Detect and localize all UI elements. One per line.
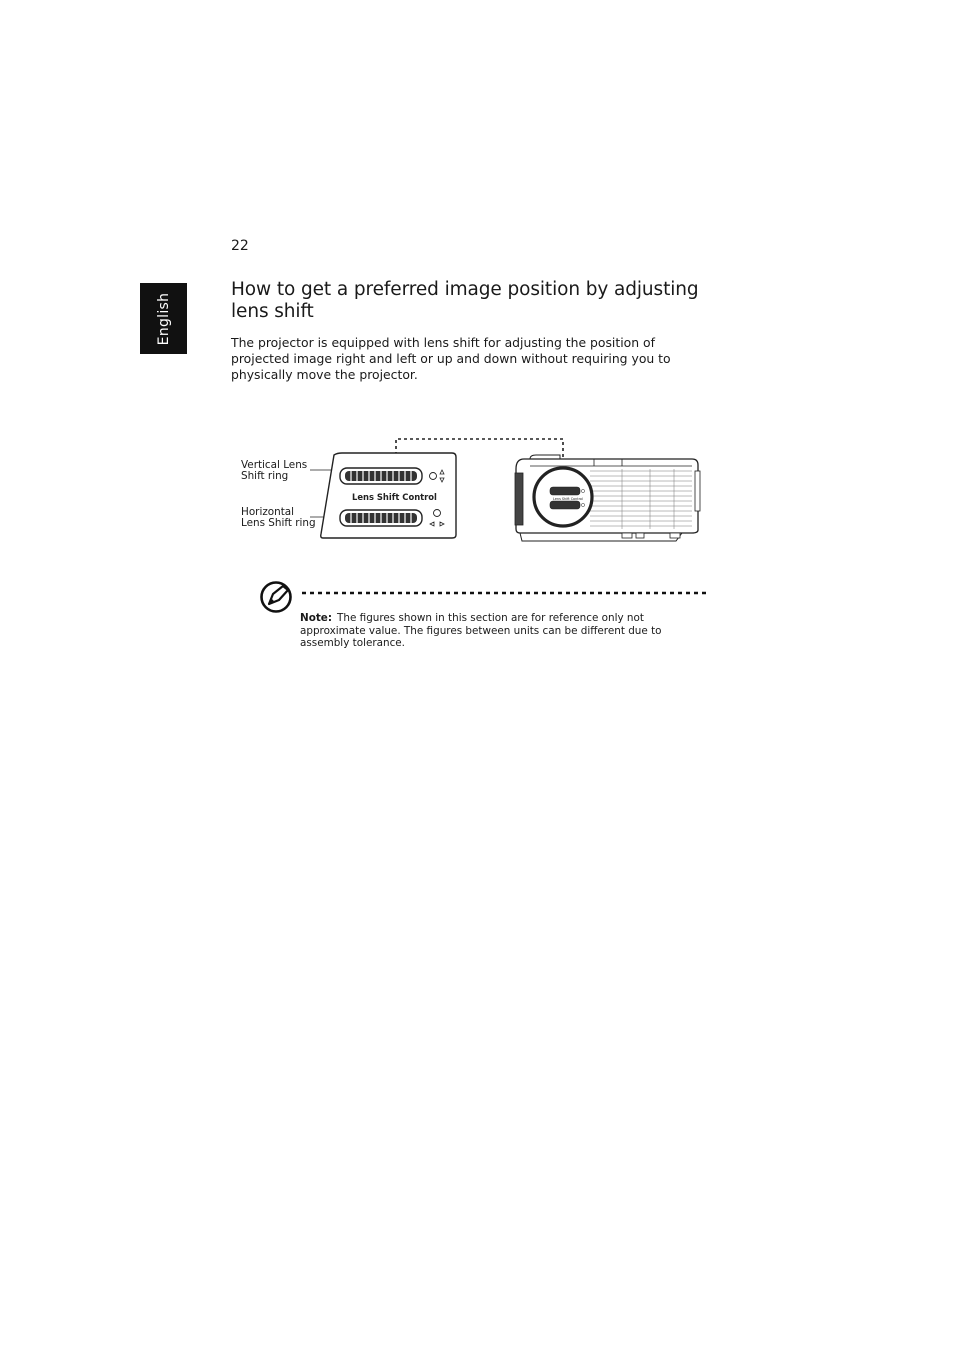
lens-shift-figure (230, 425, 710, 560)
intro-paragraph: The projector is equipped with lens shift for adjusting the position of projected image right and left or up and down without requiring you to physically move the projector. (231, 335, 671, 383)
projector-illustration (515, 455, 700, 541)
label-horizontal-lens-shift-ring: Horizontal Lens Shift ring (241, 506, 316, 529)
note-divider (300, 585, 710, 597)
note-icon (259, 578, 295, 614)
language-tab (140, 283, 187, 354)
mini-panel-label: Lens Shift Control (553, 497, 583, 501)
vertical-lens-shift-ring (340, 468, 422, 484)
page-number: 22 (231, 238, 249, 254)
note-paragraph (300, 612, 700, 650)
panel-label: Lens Shift Control (352, 492, 437, 502)
language-tab-label: English (155, 292, 172, 345)
label-vertical-lens-shift-ring: Vertical Lens Shift ring (241, 459, 308, 482)
lens-shift-illustration (230, 425, 710, 560)
note-label: Note: (300, 612, 333, 624)
note-text: The figures shown in this section are for reference only not approximate value. The figures between units can be different due to assembly tolerance. (300, 612, 662, 650)
section-heading: How to get a preferred image position by adjusting lens shift (231, 279, 699, 322)
horizontal-lens-shift-ring (340, 510, 422, 526)
